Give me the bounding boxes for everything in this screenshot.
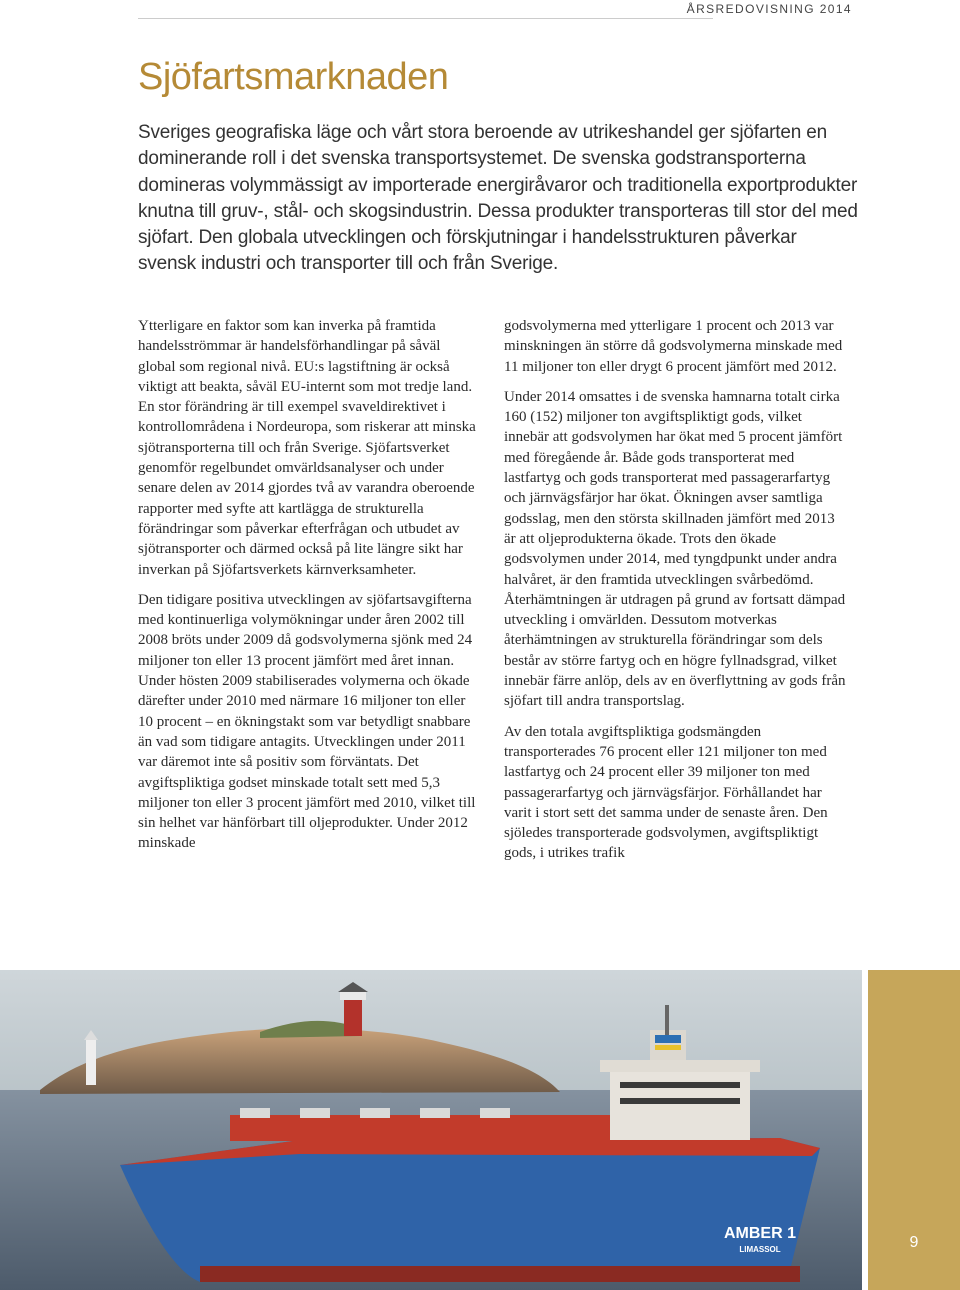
lighthouse-white — [84, 1030, 98, 1085]
running-head: ÅRSREDOVISNING 2014 — [686, 2, 852, 16]
body-paragraph: Den tidigare positiva utvecklingen av sjöfartsavgifterna med kontinuerliga volymökningar under åren 2002 till 2008 bröts under 2009 då godsvolymerna sjönk med 24 miljoner ton eller 13 procent jämfört med året innan. Under hösten 2009 stabiliserades volymerna och ökade därefter under 2010 med närmare 16 miljoner ton eller 10 procent – en ökningstakt som var betydligt snabbare än vad som tidigare antagits. Utvecklingen under 2011 var däremot inte så positiv som förväntats. Det avgiftspliktiga godset minskade totalt sett med 5,3 miljoner ton eller 3 procent jämfört med 2010, vilket till sin helhet var hänförbart till oljeprodukter. Under 2012 minskade — [138, 591, 476, 852]
body-paragraph: Ytterligare en faktor som kan inverka på framtida handelsströmmar är handelsförhandlingar på såväl global som regional nivå. EU:s lagstiftning är också viktigt att beakta, såväl EU-internt som mot tredje land. En stor förändring är till exempel svaveldirektivet i kontrollområdena i Nordeuropa, som riskerar att minska sjötransporterna till och från Sverige. Sjöfartsverket genomför regelbundet omvärldsanalyser och under senare delen av 2014 gjordes två av varandra oberoende rapporter med syfte att kartlägga de strukturella förändringar som påverkar efterfrågan och utbudet av sjötransporter och därmed också på lite längre sikt har inverkan på Sjöfartsverkets kärnverksamheter. — [138, 318, 476, 578]
ship-name-text: AMBER 1 — [723, 1225, 797, 1242]
page-title: Sjöfartsmarknaden — [138, 56, 449, 98]
lead-paragraph: Sveriges geografiska läge och vårt stora beroende av utrikeshandel ger sjöfarten en dominerande roll i det svenska transportsystemet. De svenska godstransporterna domineras volymmässigt av importerade energiråvaror och traditionella exportprodukter knutna till gruv-, stål- och skogsindustrin. Dessa produkter transporteras till stor del med sjöfart. Den globala utvecklingen och förskjutningar i handelsstrukturen påverkar svensk industri och transporter till och från Sverige. — [138, 122, 858, 275]
page-number: 9 — [909, 1234, 919, 1251]
body-paragraph: Av den totala avgiftspliktiga godsmängden transporterades 76 procent eller 121 miljoner ton med lastfartyg och 24 procent eller 39 miljoner ton med passagerarfartyg och järnvägsfärjor. Förhållandet har varit i stort sett det samma under de senaste åren. Den sjöledes transporterade godsvolymen, avgiftspliktigt gods, i utrikes trafik — [504, 723, 828, 862]
left-column — [138, 316, 478, 864]
right-column — [504, 316, 850, 874]
ship-hull — [120, 1138, 820, 1282]
header-rule — [138, 18, 713, 19]
tanker-ship-photo — [0, 970, 862, 1290]
body-paragraph: godsvolymerna med ytterligare 1 procent och 2013 var minskningen än större då godsvolymerna minskade med 11 miljoner ton eller drygt 6 procent jämfört med 2012. — [504, 318, 843, 375]
body-paragraph: Under 2014 omsattes i de svenska hamnarna totalt cirka 160 (152) miljoner ton avgiftspliktigt gods, vilket innebär att godsvolymen har ökat med 5 procent jämfört med föregående år. Både gods transporterat med lastfartyg och gods transporterat med passagerarfartyg och järnvägsfärjor har ökat. Ökningen avser samtliga godsslag, men den största skillnaden jämfört med 2013 är att oljeprodukterna ökade. Trots den ökade godsvolymen under 2014, med tyngdpunkt under andra halvåret, är den framtida utvecklingen svårbedömd. Återhämtningen är utdragen på grund av fortsatt dämpad utveckling i omvärlden. Dessutom motverkas återhämtningen av strukturella förändringar som dels består av större fartyg och en högre fyllnadsgrad, vilket innebär färre anlöp, dels av en överflyttning av gods från sjöfart till andra transportslag. — [504, 388, 846, 710]
ship-port-text: LIMASSOL — [739, 1245, 781, 1254]
